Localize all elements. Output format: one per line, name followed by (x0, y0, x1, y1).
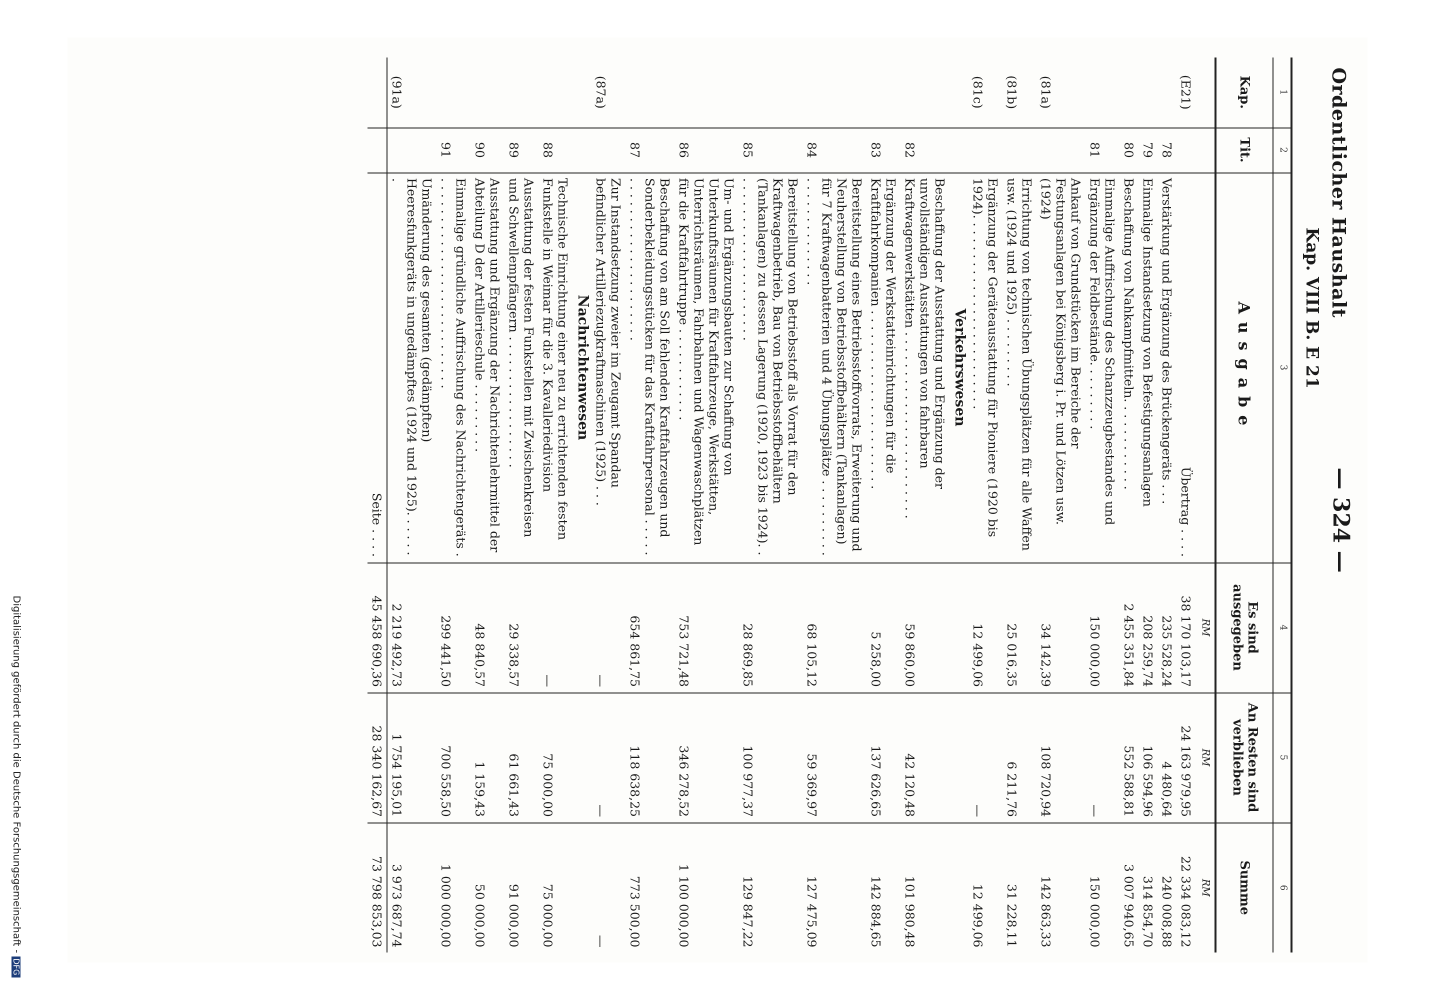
row-tit (592, 128, 626, 173)
footer-sidebar (6, 595, 26, 990)
table-row (471, 58, 505, 953)
row-remaining: 108 720,94 (1037, 693, 1086, 823)
table-row (1037, 58, 1086, 953)
table-row (867, 58, 901, 953)
colnum-1: 1 (1273, 58, 1292, 128)
row-sum: 75 000,00 (539, 823, 573, 953)
row-tit: 81 (1086, 128, 1120, 173)
row-description: Umänderung des gesamten (gedämpften) Heeresfunkgeräts in ungedämpftes (1924 und 1925). . . . . . . (387, 173, 437, 563)
row-sum: 91 000,00 (505, 823, 539, 953)
row-tit: 83 (867, 128, 901, 173)
rotated-document-page (68, 38, 1368, 963)
row-tit: 89 (505, 128, 539, 173)
table-row (592, 58, 626, 953)
row-remaining: 1 159,43 (471, 693, 505, 823)
row-spent: 29 338,57 (505, 563, 539, 693)
row-description: Beschaffung von am Soll fehlenden Kraftfahrzeugen und Sonderbekleidungsstücken für das Kraftfahrpersonal . . . . . . . . . . . . . . . . . . . . . . . . . . (626, 173, 675, 563)
row-remaining: 4 480,64 (1158, 693, 1177, 823)
carry-remaining: 24 163 979,95 (1177, 693, 1196, 823)
row-spent: 48 840,57 (471, 563, 505, 693)
colnum-6: 6 (1273, 823, 1292, 953)
table-row (1158, 58, 1177, 953)
section-heading-verkehrswesen (950, 58, 969, 953)
row-tit: 87 (626, 128, 675, 173)
row-description: Bereitstellung von Betriebsstoff als Vorrat für den Kraftwagenbetrieb, Bau von Betriebsstoffbehältern (Tankanlagen) zu dessen Lagerung (1920, 1923 bis 1924). . . . . . . . . . . . . . . . . . . . . . . (739, 173, 803, 563)
section-title: Nachrichtenwesen (573, 173, 592, 563)
row-remaining: 552 588,81 (1120, 693, 1139, 823)
colnum-5: 5 (1273, 693, 1292, 823)
row-description: Einmalige Auffrischung des Schanzzeugbestandes und Ergänzung der Feldbestände. . . . . . . . . (1086, 173, 1120, 563)
row-kap: (91a) (389, 75, 405, 109)
colnum-4: 4 (1273, 563, 1292, 693)
row-spent: 25 016,35 (1003, 563, 1037, 693)
total-sum: 73 798 853,03 (368, 823, 388, 953)
document-title: Ordentlicher Haushalt (1327, 67, 1350, 318)
row-sum: 142 863,33 (1037, 823, 1086, 953)
row-description: Ankauf von Grundstücken im Bereiche der Festungsanlagen bei Königsberg i. Pr. und Lötzen usw. (1924) (1037, 173, 1086, 563)
table-row (901, 58, 950, 953)
row-tit (387, 128, 437, 173)
row-tit (1037, 128, 1086, 173)
row-kap (1158, 58, 1177, 128)
section-title: Verkehrswesen (950, 173, 969, 563)
row-sum: 773 500,00 (626, 823, 675, 953)
header-row (1216, 58, 1274, 953)
row-tit: 90 (471, 128, 505, 173)
row-remaining: — (969, 693, 1003, 823)
row-tit: 91 (437, 128, 471, 173)
row-tit: 86 (675, 128, 739, 173)
table-row (387, 58, 437, 953)
row-description: Errichtung von technischen Übungsplätzen für alle Waffen usw. (1924 und 1925) . . . . . . . . . (1003, 173, 1037, 563)
row-kap: (81b) (1004, 75, 1020, 110)
rows-group-3 (387, 58, 573, 953)
row-sum: 1 000 000,00 (437, 823, 471, 953)
row-description: Technische Einrichtung einer neu zu errichtenden festen Funkstelle in Weimar für die 3. Kavalleriedivision (539, 173, 573, 563)
row-tit: 78 (1158, 128, 1177, 173)
row-kap (675, 58, 739, 128)
row-remaining: 100 977,37 (739, 693, 803, 823)
row-tit: 85 (739, 128, 803, 173)
unit-sum: RM (1196, 823, 1216, 953)
row-spent: — (539, 563, 573, 693)
row-description: Um- und Ergänzungsbauten zur Schaffung von Unterkunftsräumen für Kraftfahrzeuge, Werkstätten, Unterrichtsräumen, Fahrbahnen und Wagenwaschplätzen für die Kraftfahrtruppe . . . . . . . . . . . . (675, 173, 739, 563)
row-tit: 82 (901, 128, 950, 173)
row-spent: 68 105,12 (803, 563, 867, 693)
table-row (1086, 58, 1120, 953)
row-sum: 31 228,11 (1003, 823, 1037, 953)
row-spent: 235 528,24 (1158, 563, 1177, 693)
row-remaining: 59 369,97 (803, 693, 867, 823)
row-kap (1120, 58, 1139, 128)
kap-label: (E21) (1178, 74, 1194, 110)
dfg-logo: DFG (11, 958, 21, 976)
row-description: Ergänzung der Geräteausstattung für Pioniere (1920 bis 1924). . . . . . . . . . . . . . . . . . . . . . . . . (969, 173, 1003, 563)
row-remaining: 75 000,00 (539, 693, 573, 823)
header-tit: Tit. (1216, 128, 1274, 173)
row-spent: 34 142,39 (1037, 563, 1086, 693)
table-row (675, 58, 739, 953)
row-description: Ausstattung der festen Funkstellen mit Zwischenkreisen und Schwellempfängern . . . . . . . . . . . . . . . . . (505, 173, 539, 563)
row-description: Einmalige gründliche Auffrischung des Nachrichtengeräts . . . . . . . . . . . . . . . . . . . . . . . . . . . . (437, 173, 471, 563)
budget-table (368, 58, 1293, 953)
row-kap (739, 58, 803, 128)
row-kap (1139, 58, 1158, 128)
row-sum: 1 100 000,00 (675, 823, 739, 953)
carry-label: Übertrag . . . . (1177, 173, 1196, 563)
row-description: Beschaffung von Nahkampfmitteln. . . . . . . . . . . . (1120, 173, 1139, 563)
row-remaining: — (592, 693, 626, 823)
row-sum: 240 008,88 (1158, 823, 1177, 953)
row-remaining: 106 594,96 (1139, 693, 1158, 823)
row-sum: 314 854,70 (1139, 823, 1158, 953)
row-sum: 127 475,09 (803, 823, 867, 953)
row-sum: 150 000,00 (1086, 823, 1120, 953)
unit-remaining: RM (1196, 693, 1216, 823)
colnum-2: 2 (1273, 128, 1292, 173)
row-description: Verstärkung und Ergänzung des Brückengeräts . . . (1158, 173, 1177, 563)
row-sum: 3 973 687,74 (387, 823, 437, 953)
row-kap (539, 58, 573, 128)
table-row (1120, 58, 1139, 953)
row-description: Ergänzung der Werkstatteinrichtungen für die Kraftfahrkompanien . . . . . . . . . . . . . . . . . . . . . . . (867, 173, 901, 563)
table-row (626, 58, 675, 953)
table-row (539, 58, 573, 953)
row-sum: 101 980,48 (901, 823, 950, 953)
header-kap: Kap. (1216, 58, 1274, 128)
row-kap: (81a) (1038, 75, 1054, 109)
row-kap (867, 58, 901, 128)
table-row (969, 58, 1003, 953)
table-row (1139, 58, 1158, 953)
row-sum: — (592, 823, 626, 953)
row-remaining: 1 754 195,01 (387, 693, 437, 823)
header-ausgabe: Ausgabe (1216, 173, 1274, 563)
rows-group-1 (969, 58, 1177, 953)
row-kap (505, 58, 539, 128)
row-kap: (87a) (593, 75, 609, 109)
row-kap (1086, 58, 1120, 128)
row-remaining: 118 638,25 (626, 693, 675, 823)
row-description: Bereitstellung eines Betriebsstoffvorrats, Erweiterung und Neuherstellung von Betriebsstoffbehältern (Tankanlagen) für 7 Kraftwagenbatterien und 4 Übungsplätze . . . . . . . . . . . . . . . . . . . . . . . . (803, 173, 867, 563)
total-row (368, 58, 388, 953)
table-row (803, 58, 867, 953)
row-tit (969, 128, 1003, 173)
row-tit (1003, 128, 1037, 173)
row-sum: 12 499,06 (969, 823, 1003, 953)
section-heading-nachrichtenwesen (573, 58, 592, 953)
unit-row (1196, 58, 1216, 953)
total-remaining: 28 340 162,67 (368, 693, 388, 823)
row-remaining: 346 278,52 (675, 693, 739, 823)
row-kap (626, 58, 675, 128)
row-spent: 12 499,06 (969, 563, 1003, 693)
table-row (505, 58, 539, 953)
row-spent: 299 441,50 (437, 563, 471, 693)
row-tit: 88 (539, 128, 573, 173)
row-kap: (81c) (970, 75, 986, 109)
total-label: Seite . . . . (368, 173, 388, 563)
row-description: Beschaffung der Ausstattung und Ergänzung der unvollständigen Ausstattungen von fahrbaren Kraftwagenwerkstätten . . . . . . . . . . . . . . . . . . . . . . . . (901, 173, 950, 563)
row-remaining: 137 626,65 (867, 693, 901, 823)
row-spent: 753 721,48 (675, 563, 739, 693)
row-kap (437, 58, 471, 128)
row-sum: 3 007 940,65 (1120, 823, 1139, 953)
table-row (1003, 58, 1037, 953)
row-spent: 150 000,00 (1086, 563, 1120, 693)
row-tit: 79 (1139, 128, 1158, 173)
row-spent: 5 258,00 (867, 563, 901, 693)
chapter-subtitle: Kap. VIII B. E 21 (1301, 227, 1322, 389)
total-spent: 45 458 690,36 (368, 563, 388, 693)
row-kap (901, 58, 950, 128)
table-row (437, 58, 471, 953)
row-spent: 59 860,00 (901, 563, 950, 693)
carry-spent: 38 170 103,17 (1177, 563, 1196, 693)
row-spent: 208 259,74 (1139, 563, 1158, 693)
row-remaining: 700 558,50 (437, 693, 471, 823)
row-spent: 2 455 351,84 (1120, 563, 1139, 693)
row-sum: 129 847,22 (739, 823, 803, 953)
header-remaining: An Resten sind verblieben (1216, 693, 1274, 823)
row-kap (803, 58, 867, 128)
row-description: Zur Instandsetzung zweier im Zeugamt Spandau befindlicher Artilleriezugkraftmaschinen (1925) . . . (592, 173, 626, 563)
row-sum: 50 000,00 (471, 823, 505, 953)
row-description: Ausstattung und Ergänzung der Nachrichtenlehrmittel der Abteilung D der Artillerieschule . . . . . . . . . (471, 173, 505, 563)
row-spent: 28 869,85 (739, 563, 803, 693)
row-tit: 84 (803, 128, 867, 173)
row-remaining: 42 120,48 (901, 693, 950, 823)
page-number: — 324 — (1327, 467, 1354, 573)
row-spent: 654 861,75 (626, 563, 675, 693)
row-remaining: — (1086, 693, 1120, 823)
header-sum: Summe (1216, 823, 1274, 953)
row-description: Einmalige Instandsetzung von Befestigungsanlagen (1139, 173, 1158, 563)
row-spent: 2 219 492,73 (387, 563, 437, 693)
colnum-3: 3 (1273, 173, 1292, 563)
unit-spent: RM (1196, 563, 1216, 693)
carry-sum: 22 334 083,12 (1177, 823, 1196, 953)
header-spent: Es sind ausgegeben (1216, 563, 1274, 693)
carry-row (1177, 58, 1196, 953)
column-number-row (1273, 58, 1292, 953)
row-remaining: 6 211,76 (1003, 693, 1037, 823)
digitization-note: Digitalisierung gefördert durch die Deutsche Forschungsgemeinschaft - (10, 595, 22, 954)
row-sum: 142 884,65 (867, 823, 901, 953)
table-row (739, 58, 803, 953)
row-tit: 80 (1120, 128, 1139, 173)
rows-group-2 (592, 58, 950, 953)
row-remaining: 61 661,43 (505, 693, 539, 823)
row-kap (471, 58, 505, 128)
row-spent: — (592, 563, 626, 693)
